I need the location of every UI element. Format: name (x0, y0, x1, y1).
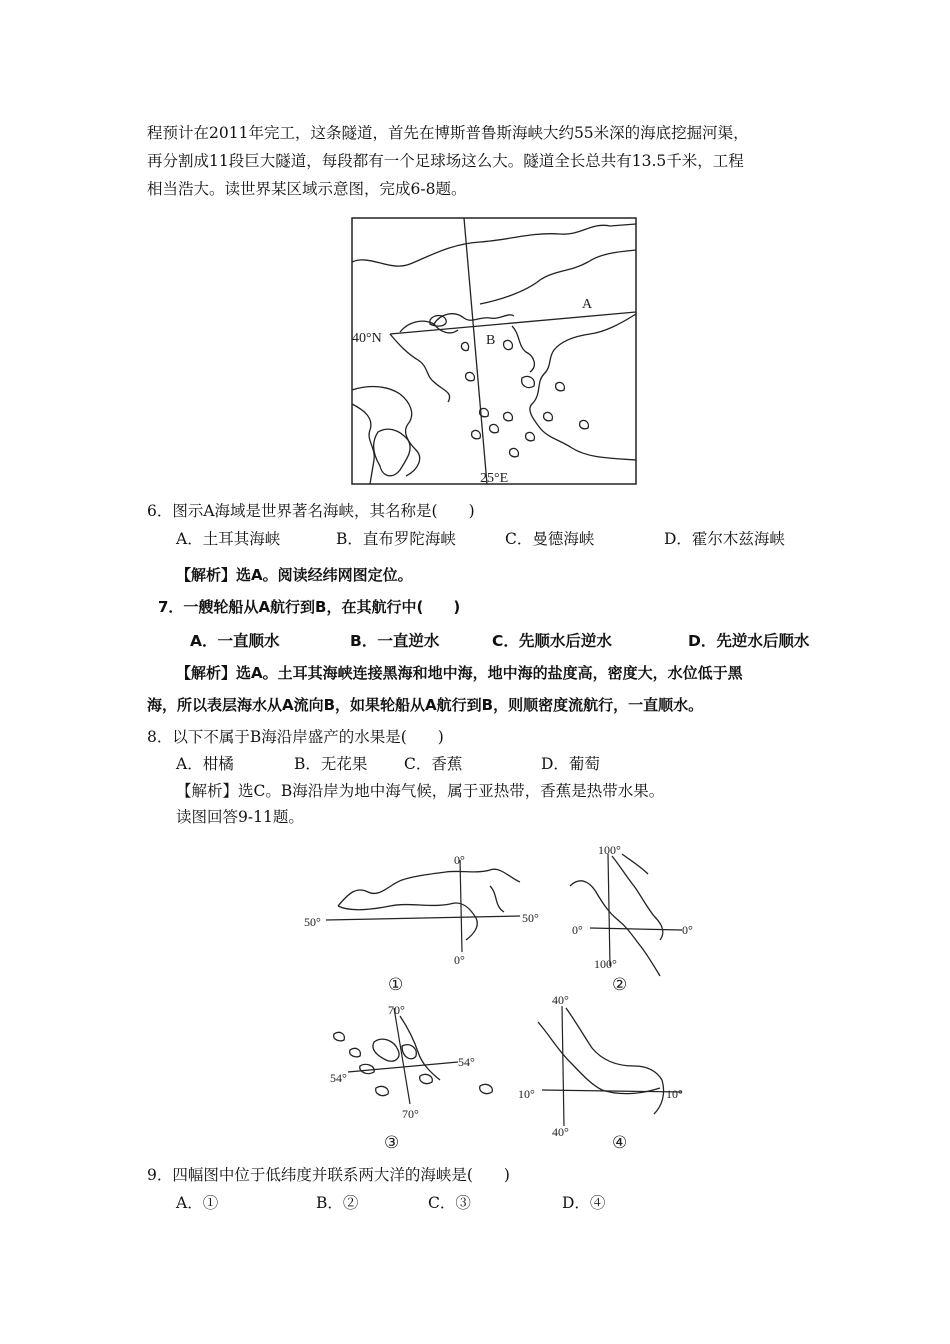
q9-option-b: B．② (316, 1194, 359, 1212)
m3-bottom: 70° (402, 1107, 419, 1121)
label-40n: 40°N (352, 331, 382, 346)
q6-option-b: B．直布罗陀海峡 (336, 530, 456, 548)
q8-option-c: C．香蕉 (404, 755, 463, 773)
m2-bottom: 100° (594, 957, 617, 971)
m2-top: 100° (598, 843, 621, 857)
m3-right: 54° (458, 1055, 475, 1069)
q6-option-a: A．土耳其海峡 (176, 530, 281, 548)
m2-left: 0° (572, 923, 583, 937)
q7-option-b: B．一直逆水 (350, 632, 440, 650)
q7-analysis-2: 海，所以表层海水从A流向B，如果轮船从A航行到B，则顺密度流航行，一直顺水。 (147, 696, 704, 714)
m3-top: 70° (388, 1003, 405, 1017)
q8-lead: 读图回答9-11题。 (176, 808, 304, 826)
q9-option-c: C．③ (428, 1194, 471, 1212)
label-25e: 25°E (480, 471, 509, 486)
m1-bottom: 0° (454, 953, 465, 967)
q9-stem: 9．四幅图中位于低纬度并联系两大洋的海峡是( ) (147, 1166, 510, 1184)
q7-analysis-1: 【解析】选A。土耳其海峡连接黑海和地中海，地中海的盐度高，密度大，水位低于黑 (176, 664, 743, 682)
m3-left: 54° (330, 1071, 347, 1085)
label-b: B (486, 333, 496, 348)
m1-right: 50° (522, 911, 539, 925)
m4-top: 40° (552, 993, 569, 1007)
m1-left: 50° (304, 915, 321, 929)
intro-line-1: 程预计在2011年完工，这条隧道，首先在博斯普鲁斯海峡大约55米深的海底挖掘河渠， (147, 124, 749, 142)
intro-line-3: 相当浩大。读世界某区域示意图，完成6-8题。 (147, 180, 467, 198)
m1-number: ① (388, 975, 404, 995)
q8-option-b: B．无花果 (294, 755, 368, 773)
map-3 (330, 1003, 492, 1153)
m4-bottom: 40° (552, 1125, 569, 1139)
m4-left: 10° (518, 1087, 535, 1101)
q8-analysis: 【解析】选C。B海沿岸为地中海气候，属于亚热带，香蕉是热带水果。 (176, 782, 665, 800)
q7-option-a: A．一直顺水 (190, 632, 280, 650)
m4-right: 10° (666, 1087, 683, 1101)
strait-maps (290, 836, 710, 1156)
q6-option-c: C．曼德海峡 (505, 530, 595, 548)
q8-option-a: A．柑橘 (176, 755, 234, 773)
q9-option-a: A．① (176, 1194, 219, 1212)
q6-analysis: 【解析】选A。阅读经纬网图定位。 (176, 566, 413, 584)
map-1 (304, 853, 539, 995)
q9-option-d: D．④ (562, 1194, 606, 1212)
label-a: A (582, 297, 593, 312)
intro-line-2: 再分割成11段巨大隧道，每段都有一个足球场这么大。隧道全长总共有13.5千米，工程 (147, 152, 744, 170)
m2-number: ② (612, 975, 628, 995)
map-4 (518, 993, 683, 1153)
m2-right: 0° (682, 923, 693, 937)
q8-option-d: D．葡萄 (541, 755, 600, 773)
q8-stem: 8．以下不属于B海沿岸盛产的水果是( ) (147, 728, 444, 746)
q6-stem: 6．图示A海域是世界著名海峡，其名称是( ) (147, 502, 475, 520)
q7-stem: 7．一艘轮船从A航行到B，在其航行中( ) (158, 598, 461, 616)
m1-top: 0° (454, 853, 465, 867)
region-map (330, 214, 640, 490)
meridian-line (464, 218, 487, 484)
q7-option-c: C．先顺水后逆水 (492, 632, 612, 650)
map-2 (570, 843, 693, 995)
q6-option-d: D．霍尔木兹海峡 (664, 530, 785, 548)
m4-number: ④ (612, 1133, 628, 1153)
q7-option-d: D．先逆水后顺水 (688, 632, 810, 650)
m3-number: ③ (384, 1133, 400, 1153)
